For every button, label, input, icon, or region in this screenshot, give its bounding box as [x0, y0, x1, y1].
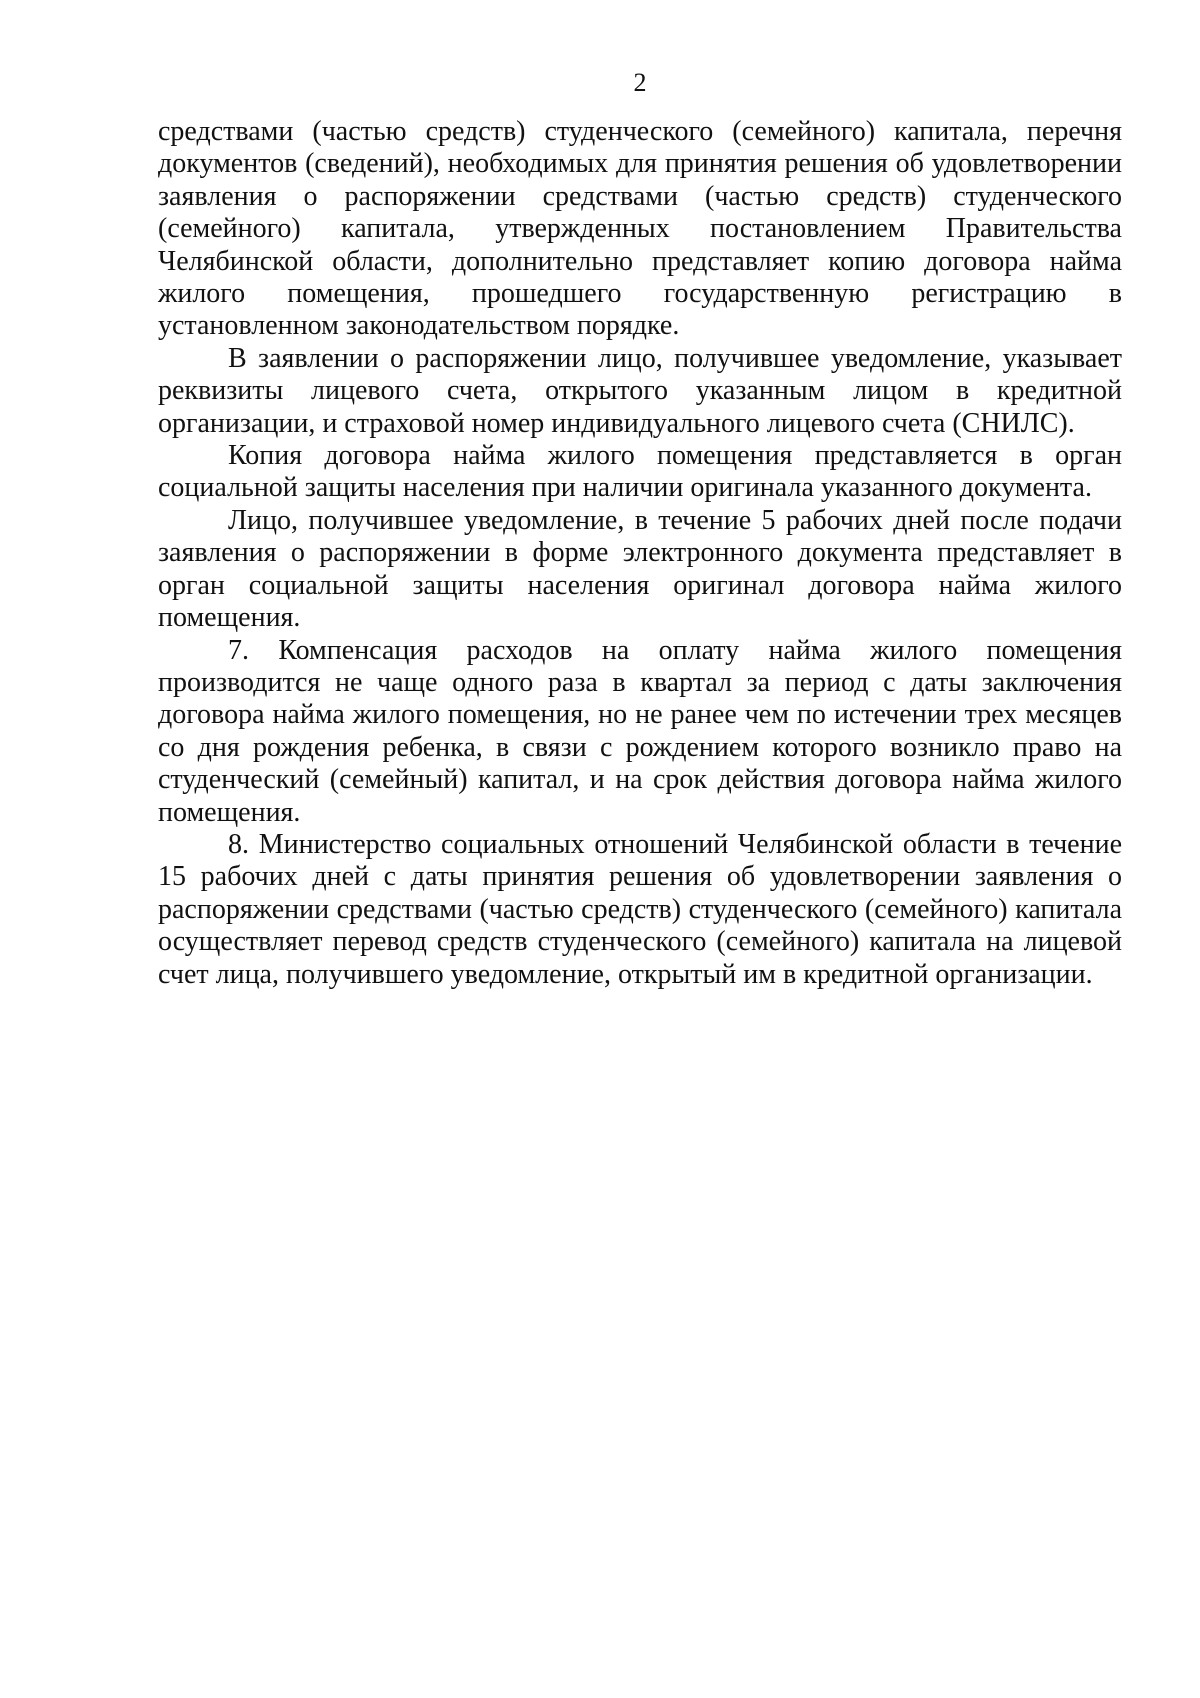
paragraph-application-requisites: В заявлении о распоряжении лицо, получившее уведомление, указывает реквизиты лицевого счета, открытого указанным лицом в кредитной организации, и страховой номер индивидуального лицевого счета (СНИЛС).: [158, 342, 1122, 439]
paragraph-item-8: 8. Министерство социальных отношений Челябинской области в течение 15 рабочих дней с даты принятия решения об удовлетворении заявления о распоряжении средствами (частью средств) студенческого (семейного) капитала осуществляет перевод средств студенческого (семейного) капитала на лицевой счет лица, получившего уведомление, открытый им в кредитной организации.: [158, 828, 1122, 990]
paragraph-contract-copy: Копия договора найма жилого помещения представляется в орган социальной защиты населения при наличии оригинала указанного документа.: [158, 440, 1122, 504]
paragraph-continuation: средствами (частью средств) студенческого (семейного) капитала, перечня документов (сведений), необходимых для принятия решения об удовлетворении заявления о распоряжении средствами (частью средств) студенческого (семейного) капитала, утвержденных постановлением Правительства Челябинской области, дополнительно представляет копию договора найма жилого помещения, прошедшего государственную регистрацию в установленном законодательством порядке.: [158, 116, 1122, 342]
paragraph-original-submission: Лицо, получившее уведомление, в течение 5 рабочих дней после подачи заявления о распоряжении в форме электронного документа представляет в орган социальной защиты населения оригинал договора найма жилого помещения.: [158, 504, 1122, 634]
paragraph-item-7: 7. Компенсация расходов на оплату найма жилого помещения производится не чаще одного раза в квартал за период с даты заключения договора найма жилого помещения, но не ранее чем по истечении трех месяцев со дня рождения ребенка, в связи с рождением которого возникло право на студенческий (семейный) капитал, и на срок действия договора найма жилого помещения.: [158, 634, 1122, 828]
document-body: [158, 116, 1122, 991]
page-number: 2: [633, 68, 647, 97]
